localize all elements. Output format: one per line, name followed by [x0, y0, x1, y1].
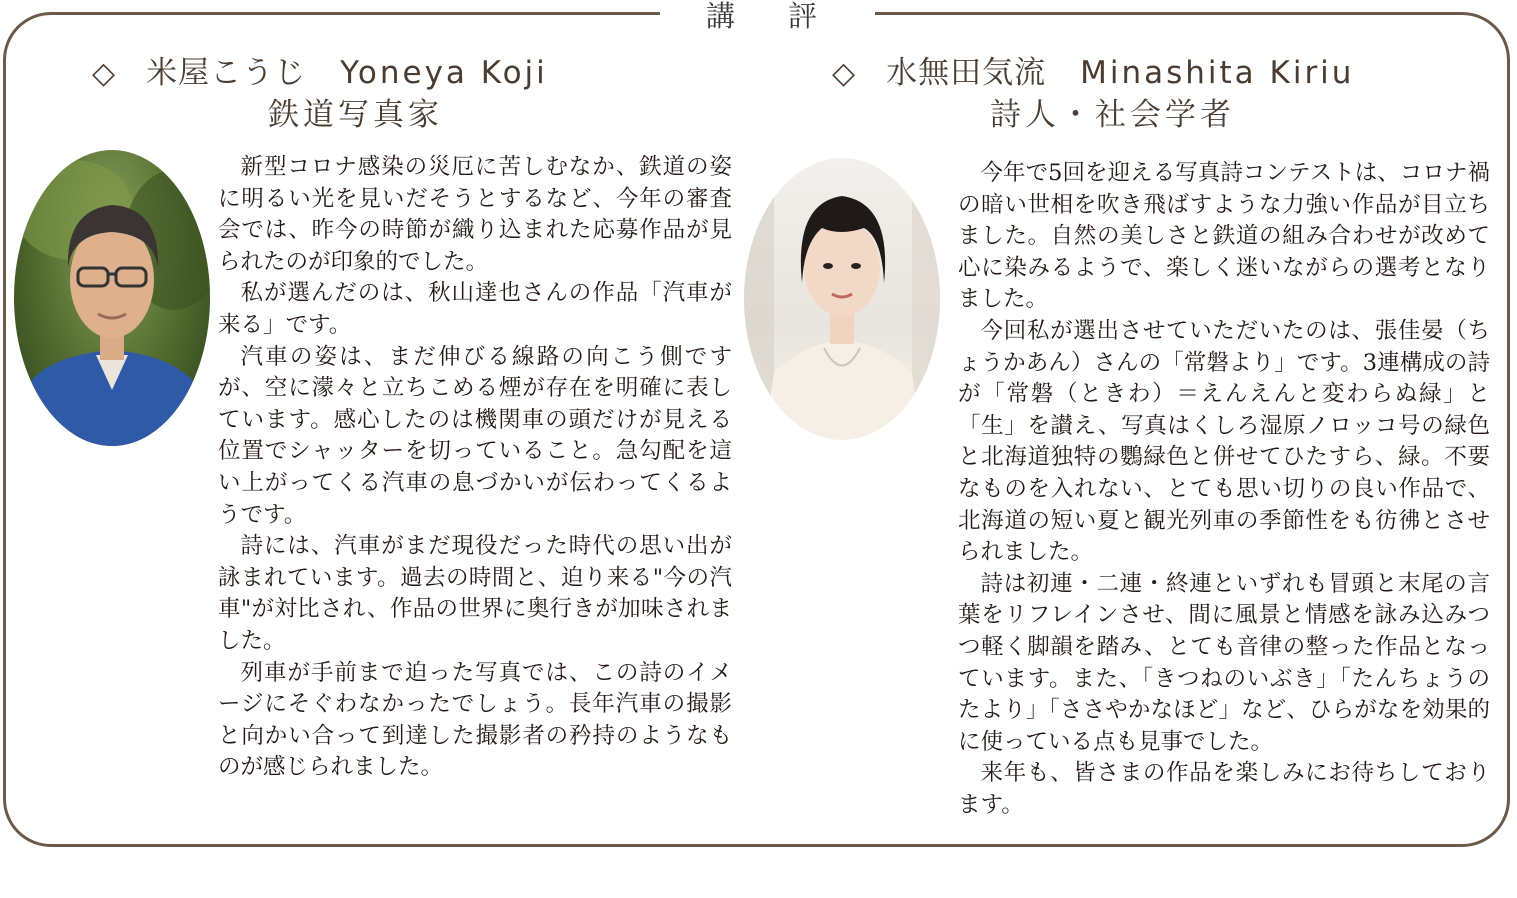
comment-paragraph: 今回私が選出させていただいたのは、張佳晏（ちょうかあん）さんの「常磐より」です。3連構成の詩が「常磐（ときわ）＝えんえんと変わらぬ緑」と「生」を讃え、写真はくしろ湿原ノロッコ号の緑色と北海道独特の鸚緑色と併せてひたすら、緑。不要なものを入れない、とても思い切りの良い作品で、北海道の短い夏と観光列車の季節性をも彷彿とさせられました。	[958, 317, 1490, 566]
judge-photo-left	[14, 150, 210, 446]
man-portrait-icon	[14, 150, 210, 446]
judge-name-ja: 米屋こうじ	[146, 55, 307, 91]
comment-paragraph: 汽車の姿は、まだ伸びる線路の向こう側ですが、空に濛々と立ちこめる煙が存在を明確に表しています。感心したのは機関車の頭だけが見える位置でシャッターを切っていること。急勾配を這い上がってくる汽車の息づかいが伝わってくるようです。	[218, 343, 732, 528]
diamond-icon: ◇	[832, 56, 857, 91]
comment-paragraph: 詩には、汽車がまだ現役だった時代の思い出が詠まれています。過去の時間と、迫り来る"今の汽車"が対比され、作品の世界に奥行きが加味されました。	[218, 533, 732, 654]
judge-name-en: Yoneya Koji	[340, 55, 548, 91]
judge-photo-right	[744, 158, 940, 440]
judge-title-right: 詩人・社会学者	[990, 97, 1235, 133]
comment-paragraph: 今年で5回を迎える写真詩コンテストは、コロナ禍の暗い世相を吹き飛ばすような力強い作品が目立ちました。自然の美しさと鉄道の組み合わせが改めて心に染みるようで、楽しく迷いながらの選考となりました。	[958, 160, 1490, 313]
comment-left	[218, 152, 732, 784]
judge-header-right	[832, 54, 1354, 93]
diamond-icon: ◇	[92, 56, 117, 91]
woman-portrait-icon	[744, 158, 940, 440]
comment-paragraph: 詩は初連・二連・終連といずれも冒頭と末尾の言葉をリフレインさせ、間に風景と情感を詠み込みつつ軽く脚韻を踏み、とても音律の整った作品となっています。また、「きつねのいぶき」「たんちょうのたより」「ささやかなほど」など、ひらがなを効果的に使っている点も見事でした。	[958, 570, 1490, 755]
judge-name-ja: 水無田気流	[886, 55, 1047, 91]
comment-paragraph: 私が選んだのは、秋山達也さんの作品「汽車が来る」です。	[218, 280, 732, 338]
comment-paragraph: 列車が手前まで迫った写真では、この詩のイメージにそぐわなかったでしょう。長年汽車の撮影と向かい合って到達した撮影者の矜持のようなものが感じられました。	[218, 659, 732, 781]
comment-right	[958, 158, 1490, 821]
comment-paragraph: 新型コロナ感染の災厄に苦しむなか、鉄道の姿に明るい光を見いだそうとするなど、今年の審査会では、昨今の時節が織り込まれた応募作品が見られたのが印象的でした。	[218, 154, 732, 275]
judge-name-en: Minashita Kiriu	[1080, 55, 1355, 91]
judge-header-left	[92, 54, 548, 93]
judge-title-left: 鉄道写真家	[268, 97, 443, 133]
comment-paragraph: 来年も、皆さまの作品を楽しみにお待ちしております。	[958, 760, 1490, 818]
section-title: 講 評	[705, 0, 829, 33]
